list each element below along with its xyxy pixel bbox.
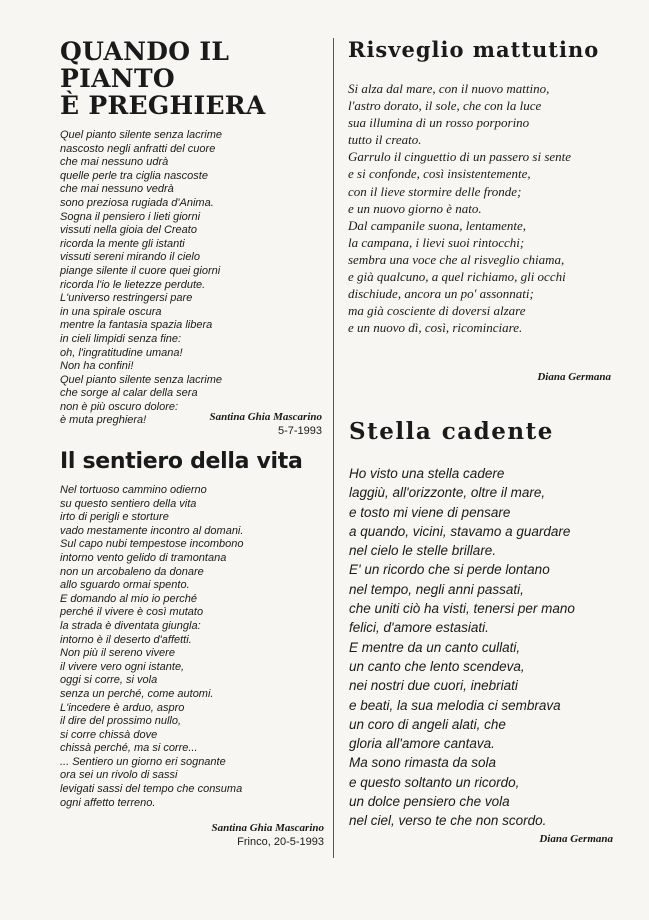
poem-il-sentiero-della-vita (60, 450, 332, 810)
poem-line: allo sguardo ormai spento. (60, 579, 190, 592)
poem-line: e beati, la sua melodia ci sembrava (349, 697, 561, 713)
poem-title: Risveglio mattutino (348, 37, 600, 62)
poem-line: un canto che lento scendeva, (349, 658, 525, 674)
poem-line: che sorge al calar della sera (60, 387, 198, 400)
poem-line: nascosto negli anfratti del cuore (60, 142, 216, 155)
poem-title: Il sentiero della vita (60, 449, 303, 474)
poem-line: Garrulo il cinguettio di un passero si sente (348, 149, 572, 165)
poem-line: si corre chissà dove (60, 728, 158, 741)
poem-line: oggi si corre, si vola (60, 674, 158, 687)
poem-title: Stella cadente (349, 418, 554, 445)
poem-line: quelle perle tra ciglia nascoste (60, 169, 208, 182)
poem-title-line: QUANDO IL PIANTO (60, 37, 230, 93)
poem-line: ogni affetto terreno. (60, 796, 156, 809)
poem-risveglio-mattutino (348, 38, 638, 336)
poem-line: intorno è il deserto d'affetti. (60, 633, 192, 646)
poem-line: in una spirale oscura (60, 305, 162, 318)
poem-title (60, 38, 330, 119)
poem-line: nel tempo, negli anni passati, (349, 581, 524, 597)
poem-line: la strada è diventata giungla: (60, 619, 201, 632)
poem-line: Non ha confini! (60, 360, 134, 373)
poem-body (349, 464, 639, 831)
poem-line: Ho visto una stella cadere (349, 466, 505, 481)
poem-line: a quando, vicini, stavamo a guardare (349, 523, 571, 539)
poem-line: ricorda l'io le lietezze perdute. (60, 278, 206, 291)
poem-line: il vivere vero ogni istante, (60, 660, 185, 673)
poem-signature (210, 411, 322, 437)
poem-line: laggiù, all'orizzonte, oltre il mare, (349, 485, 546, 501)
poem-line: e un nuovo dì, così, ricominciare. (348, 320, 523, 336)
poem-body (60, 484, 332, 810)
poem-line: e un nuovo giorno è nato. (348, 200, 482, 216)
poem-line: Non più il sereno vivere (60, 647, 175, 660)
poem-line: Quel pianto silente senza lacrime (60, 373, 223, 386)
poem-line: L'incedere è arduo, aspro (60, 701, 185, 714)
poem-quando-il-pianto (60, 38, 330, 428)
poem-line: Nel tortuoso cammino odierno (60, 484, 207, 496)
poem-line: l'astro dorato, il sole, che con la luce (348, 98, 542, 114)
column-divider (333, 38, 334, 858)
poem-line: dischiude, ancora un po' assonnati; (348, 286, 534, 302)
poem-line: e tosto mi viene di pensare (349, 504, 511, 520)
poem-line: la campana, i lievi suoi rintocchi; (348, 234, 525, 250)
poem-line: Sul capo nubi tempestose incombono (60, 538, 244, 551)
poem-line: sembra una voce che al risveglio chiama, (348, 251, 565, 267)
poem-line: in cieli limpidi senza fine: (60, 332, 182, 345)
poem-line: gloria all'amore cantava. (349, 736, 495, 752)
poem-line: felici, d'amore estasiati. (349, 620, 489, 636)
poem-line: un coro di angeli alati, che (349, 716, 506, 732)
author-name: Diana Germana (537, 371, 611, 383)
poem-line: Ma sono rimasta da sola (349, 755, 497, 771)
poem-line: chissà perché, ma si corre... (60, 742, 198, 755)
poem-line: vissuti sereni mirando il cielo (60, 251, 200, 264)
poem-line: il dire del prossimo nullo, (60, 715, 182, 728)
poem-line: ricorda la mente gli istanti (60, 237, 185, 250)
poem-line: non è più oscuro dolore: (60, 400, 179, 413)
poem-body (60, 129, 330, 428)
poem-title-line: È PREGHIERA (60, 91, 266, 120)
poem-line: vado mestamente incontro al domani. (60, 524, 244, 537)
poem-line: che mai nessuno udrà (60, 156, 169, 169)
poem-line: e questo soltanto un ricordo, (349, 774, 520, 790)
poem-line: con il lieve stormire delle fronde; (348, 183, 522, 199)
poem-line: nel ciel, verso te che non scordo. (349, 813, 547, 829)
poem-line: sua illumina di un rosso porporino (348, 115, 530, 131)
poem-line: perché il vivere è così mutato (60, 606, 204, 619)
poem-line: mentre la fantasia spazia libera (60, 319, 213, 332)
poem-line: oh, l'ingratitudine umana! (60, 346, 183, 359)
poem-line: E' un ricordo che si perde lontano (349, 562, 550, 578)
poem-line: e si confonde, così insistentemente, (348, 166, 531, 182)
poem-line: ... Sentiero un giorno eri sognante (60, 755, 226, 768)
author-name: Diana Germana (539, 833, 613, 845)
poem-line: senza un perché, come automi. (60, 687, 214, 700)
poem-line: sono preziosa rugiada d'Anima. (60, 196, 214, 209)
poem-line: nei nostri due cuori, inebriati (349, 678, 518, 694)
poem-line: non un arcobaleno da donare (60, 565, 204, 578)
poem-body (348, 80, 638, 336)
poem-line: intorno vento gelido di tramontana (60, 551, 227, 564)
poem-line: ma già cosciente di doversi alzare (348, 303, 526, 319)
poem-line: irto di perigli e storture (60, 511, 169, 524)
poem-signature (539, 833, 613, 845)
poem-line: su questo sentiero della vita (60, 497, 197, 510)
poem-line: che uniti ciò ha visti, tenersi per mano (349, 601, 575, 617)
poem-line: nel cielo le stelle brillare. (349, 543, 497, 559)
poem-line: levigati sassi del tempo che consuma (60, 783, 243, 796)
poem-line: Quel pianto silente senza lacrime (60, 129, 223, 141)
author-name: Santina Ghia Mascarino (211, 822, 324, 834)
poem-date: 5-7-1993 (277, 425, 322, 437)
poem-line: che mai nessuno vedrà (60, 183, 174, 196)
poem-line: piange silente il cuore quei giorni (60, 264, 221, 277)
poem-line: Sogna il pensiero i lieti giorni (60, 210, 201, 223)
poem-line: Dal campanile suona, lentamente, (348, 217, 526, 233)
poem-line: è muta preghiera! (60, 414, 147, 427)
poem-line: E domando al mio io perché (60, 592, 197, 605)
poem-line: ora sei un rivolo di sassi (60, 769, 178, 782)
poem-line: Si alza dal mare, con il nuovo mattino, (348, 81, 550, 96)
poem-line: e già qualcuno, a quel richiamo, gli occhi (348, 269, 566, 285)
poem-line: vissuti nella gioia del Creato (60, 224, 197, 237)
poem-signature (537, 371, 611, 383)
poem-line: L'universo restringersi pare (60, 292, 193, 305)
poem-line: E mentre da un canto cullati, (349, 639, 521, 655)
poem-line: tutto il creato. (348, 132, 422, 148)
poem-line: un dolce pensiero che vola (349, 794, 510, 810)
poem-signature (212, 822, 324, 848)
poem-stella-cadente (349, 420, 639, 831)
poem-date: Frinco, 20-5-1993 (237, 836, 324, 848)
author-name: Santina Ghia Mascarino (209, 411, 322, 423)
